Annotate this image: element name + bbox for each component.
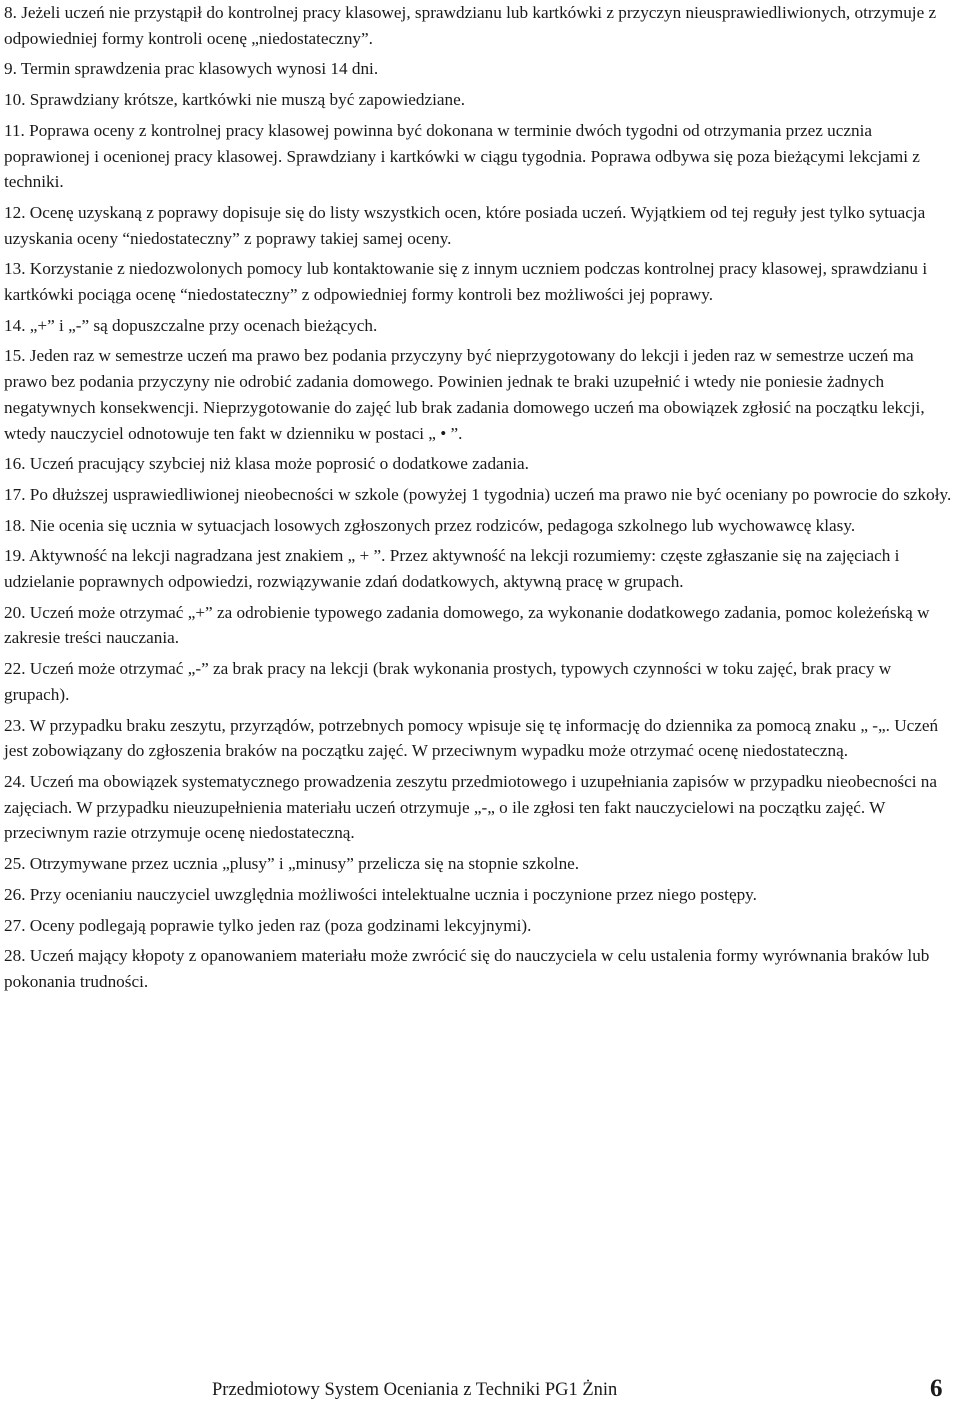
rule-14: 14. „+” i „-” są dopuszczalne przy ocenach bieżących. <box>4 315 378 335</box>
rule-18: 18. Nie ocenia się ucznia w sytuacjach losowych zgłoszonych przez rodziców, pedagoga szkolnego lub wychowawcę klasy. <box>4 515 856 535</box>
rule-11: 11. Poprawa oceny z kontrolnej pracy klasowej powinna być dokonana w terminie dwóch tygodni od otrzymania przez ucznia poprawionej i ocenionej pracy klasowej. Sprawdziany i kartkówki w ciągu tygodnia. Poprawa odbywa się poza bieżącymi lekcjami z techniki. <box>4 120 920 192</box>
rule-13: 13. Korzystanie z niedozwolonych pomocy lub kontaktowanie się z innym uczniem podczas kontrolnej pracy klasowej, sprawdzianu i kartkówki pociąga ocenę “niedostateczny” z odpowiedniej formy kontroli bez możliwości jej poprawy. <box>4 259 928 305</box>
rule-15: 15. Jeden raz w semestrze uczeń ma prawo bez podania przyczyny być nieprzygotowany do lekcji i jeden raz w semestrze uczeń ma prawo bez podania przyczyny nie odrobić zadania domowego. Powinien jednak te braki uzupełnić i wtedy nie poniesie żadnych negatywnych konsekwencji. Nieprzygotowanie do zajęć lub brak zadania domowego uczeń ma obowiązek zgłosić na początku lekcji, wtedy nauczyciel odnotowuje ten fakt w dzienniku w postaci „ • ”. <box>4 346 925 443</box>
footer-title: Przedmiotowy System Oceniania z Techniki PG1 Żnin <box>212 1380 618 1400</box>
rule-25: 25. Otrzymywane przez ucznia „plusy” i „minusy” przelicza się na stopnie szkolne. <box>4 854 580 874</box>
rule-22: 22. Uczeń może otrzymać „-” za brak pracy na lekcji (brak wykonania prostych, typowych czynności w toku zajęć, brak pracy w grupach). <box>4 659 892 704</box>
rule-26: 26. Przy ocenianiu nauczyciel uwzględnia możliwości intelektualne ucznia i poczynione przez niego postępy. <box>4 884 757 904</box>
page-footer <box>0 1375 960 1408</box>
rule-27: 27. Oceny podlegają poprawie tylko jeden raz (poza godzinami lekcyjnymi). <box>4 915 532 935</box>
rule-19: 19. Aktywność na lekcji nagradzana jest znakiem „ + ”. Przez aktywność na lekcji rozumiemy: częste zgłaszanie się na zajęciach i udzielanie poprawnych odpowiedzi, rozwiązywanie zdań dodatkowych, aktywną pracę w grupach. <box>4 546 900 592</box>
rule-28: 28. Uczeń mający kłopoty z opanowaniem materiału może zwrócić się do nauczyciela w celu ustalenia formy wyrównania braków lub pokonania trudności. <box>4 946 930 991</box>
rule-12: 12. Ocenę uzyskaną z poprawy dopisuje się do listy wszystkich ocen, które posiada uczeń. Wyjątkiem od tej reguły jest tylko sytuacja uzyskania oceny “niedostateczny” z poprawy takiej samej oceny. <box>4 202 926 248</box>
rule-9: 9. Termin sprawdzenia prac klasowych wynosi 14 dni. <box>4 59 379 79</box>
rule-16: 16. Uczeń pracujący szybciej niż klasa może poprosić o dodatkowe zadania. <box>4 454 529 474</box>
rule-20: 20. Uczeń może otrzymać „+” za odrobienie typowego zadania domowego, za wykonanie dodatkowego zadania, pomoc koleżeńską w zakresie treści nauczania. <box>4 602 930 648</box>
document-body <box>4 0 954 1000</box>
rule-8: 8. Jeżeli uczeń nie przystąpił do kontrolnej pracy klasowej, sprawdzianu lub kartkówki z przyczyn nieusprawiedliwionych, otrzymuje z odpowiedniej formy kontroli ocenę „niedostateczny”. <box>4 3 937 48</box>
rule-23: 23. W przypadku braku zeszytu, przyrządów, potrzebnych pomocy wpisuje się tę informację do dziennika za pomocą znaku „ -„. Uczeń jest zobowiązany do zgłoszenia braków na początku zajęć. W przeciwnym wypadku może otrzymać ocenę niedostateczną. <box>4 715 939 761</box>
rule-17: 17. Po dłuższej usprawiedliwionej nieobecności w szkole (powyżej 1 tygodnia) uczeń ma prawo nie być oceniany po powrocie do szkoły. <box>4 484 952 504</box>
rule-24: 24. Uczeń ma obowiązek systematycznego prowadzenia zeszytu przedmiotowego i uzupełniania zapisów w przypadku nieobecności na zajęciach. W przypadku nieuzupełnienia materiału uczeń otrzymuje „-„ o ile zgłosi ten fakt nauczycielowi na początku zajęć. W przeciwnym razie otrzymuje ocenę niedostateczną. <box>4 771 938 843</box>
rule-10: 10. Sprawdziany krótsze, kartkówki nie muszą być zapowiedziane. <box>4 90 466 110</box>
page-number: 6 <box>930 1375 943 1402</box>
